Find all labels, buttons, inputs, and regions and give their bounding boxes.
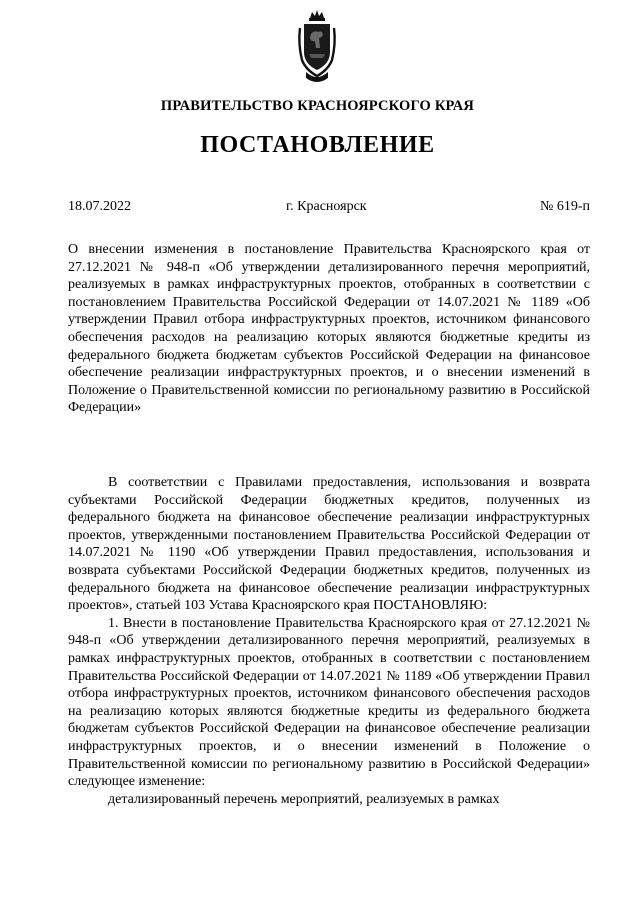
- document-subject: [68, 241, 590, 417]
- clause-1-paragraph: 1. Внести в постановление Правительства Красноярского края от 27.12.2021 № 948-п «Об утверждении детализированного перечня мероприятий, реализуемых в рамках инфраструктурных проектов, отобранных в соответствии с постановлением Правительства Российской Федерации от 14.07.2021 № 1189 «Об утверждении Правил отбора инфраструктурных проектов, источником финансового обеспечения расходов на реализацию которых являются бюджетные кредиты из федерального бюджета бюджетам субъектов Российской Федерации на финансовое обеспечение реализации инфраструктурных проектов, и о внесении изменений в Положение о Правительственной комиссии по региональному развитию в Российской Федерации» следующее изменение:: [68, 615, 590, 790]
- document-number: № 619-п: [539, 199, 590, 214]
- government-title: ПРАВИТЕЛЬСТВО КРАСНОЯРСКОГО КРАЯ: [160, 98, 475, 114]
- amendment-paragraph: детализированный перечень мероприятий, реализуемых в рамках: [108, 791, 500, 807]
- document-city: г. Красноярск: [286, 199, 367, 214]
- preamble-paragraph: В соответствии с Правилами предоставления, использования и возврата субъектами Российской Федерации бюджетных кредитов, полученных из федерального бюджета на финансовое обеспечение реализации инфраструктурных проектов, утвержденными постановлением Правительства Российской Федерации от 14.07.2021 № 1190 «Об утверждении Правил предоставления, использования и возврата субъектами Российской Федерации бюджетных кредитов, полученных из федерального бюджета на финансовое обеспечение реализации инфраструктурных проектов», статьей 103 Устава Красноярского края ПОСТАНОВЛЯЮ:: [68, 475, 590, 614]
- document-type-title: ПОСТАНОВЛЕНИЕ: [200, 132, 435, 158]
- coat-of-arms-emblem: [296, 8, 338, 86]
- document-body: [68, 474, 590, 808]
- document-meta-row: [68, 199, 590, 219]
- document-date: 18.07.2022: [68, 199, 131, 214]
- subject-text: О внесении изменения в постановление Правительства Красноярского края от 27.12.2021 № 948-п «Об утверждении детализированного перечня мероприятий, реализуемых в рамках инфраструктурных проектов, отобранных в соответствии с постановлением Правительства Российской Федерации от 14.07.2021 № 1189 «Об утверждении Правил отбора инфраструктурных проектов, источником финансового обеспечения расходов на реализацию которых являются бюджетные кредиты из федерального бюджета бюджетам субъектов Российской Федерации на финансовое обеспечение реализации инфраструктурных проектов, и о внесении изменений в Положение о Правительственной комиссии по региональному развитию в Российской Федерации»: [68, 242, 590, 416]
